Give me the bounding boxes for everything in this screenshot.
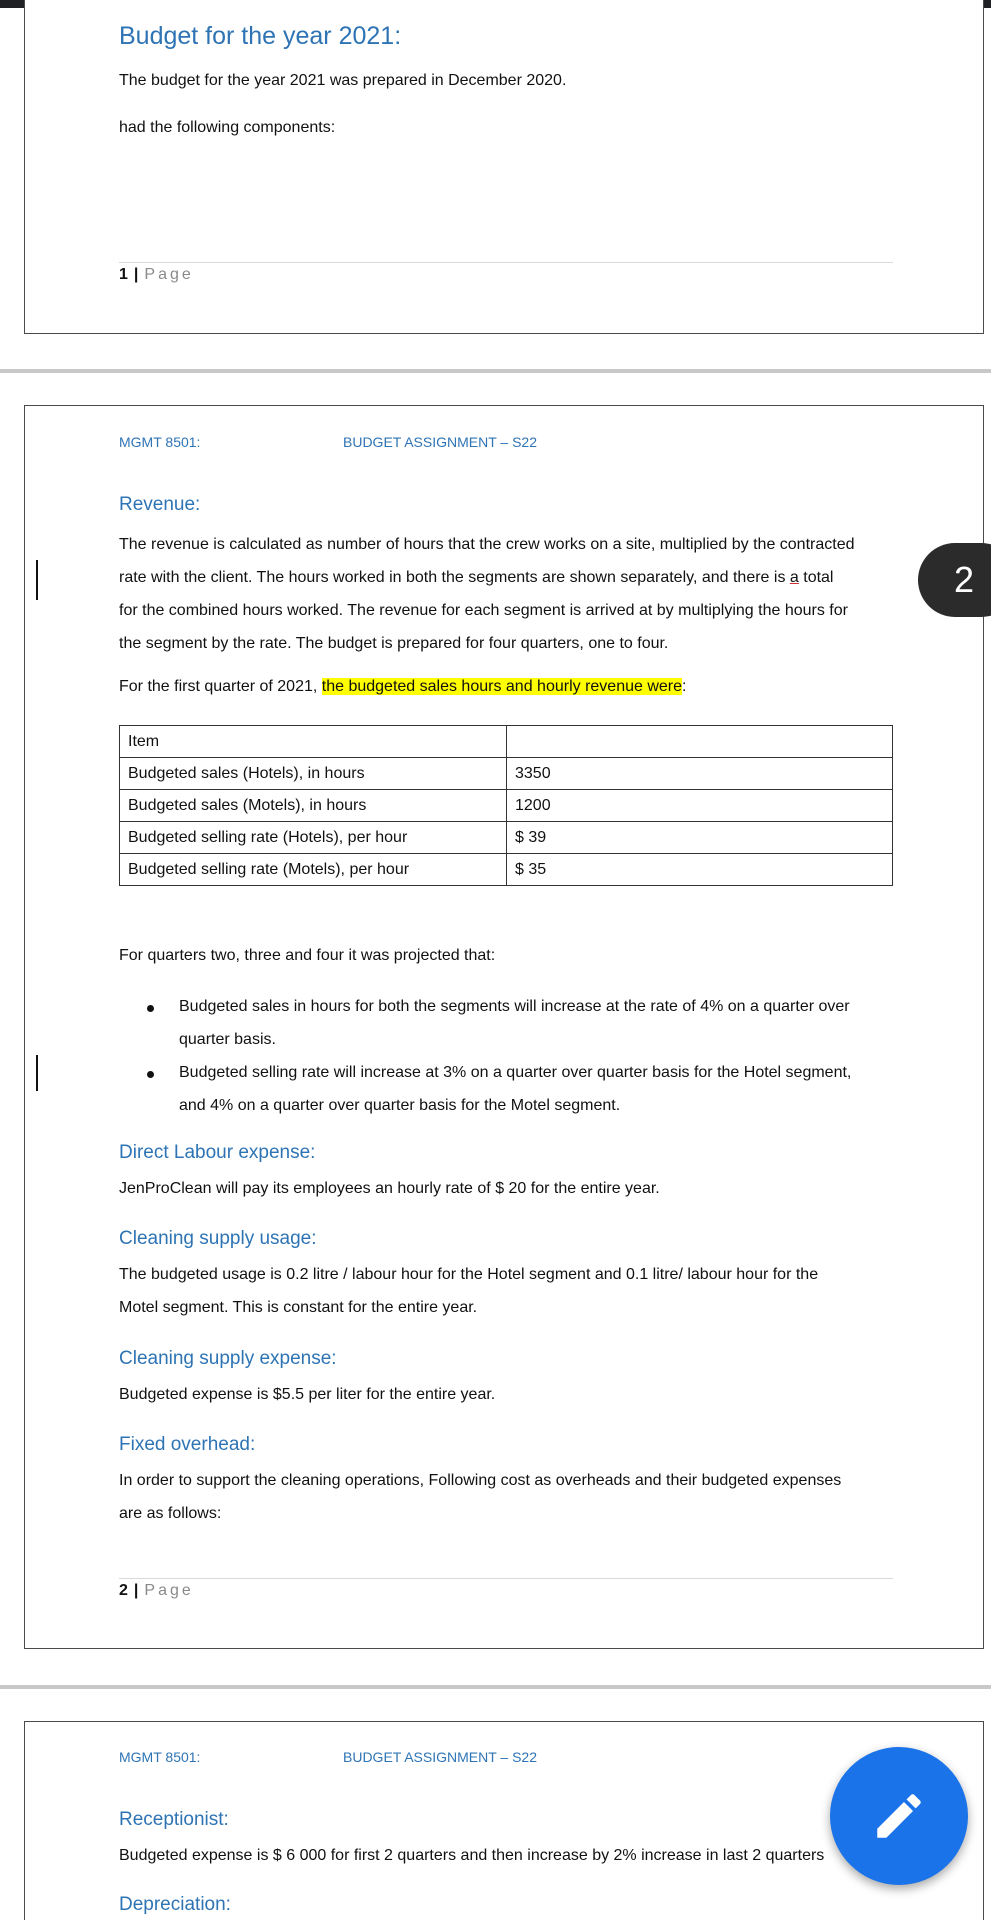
change-bar bbox=[36, 560, 38, 600]
table-cell: Budgeted selling rate (Motels), per hour bbox=[120, 854, 507, 886]
table-row bbox=[120, 790, 893, 822]
tracked-change: a bbox=[789, 569, 799, 586]
list-item bbox=[119, 990, 919, 1056]
text-line: The revenue is calculated as number of hours that the crew works on a site, multiplied by the contracted bbox=[119, 536, 855, 553]
table-cell: Budgeted sales (Motels), in hours bbox=[120, 790, 507, 822]
supply-expense-text: Budgeted expense is $5.5 per liter for the entire year. bbox=[119, 1386, 496, 1403]
table-cell: $ 39 bbox=[507, 822, 893, 854]
page-label: Page bbox=[144, 266, 194, 283]
list-item bbox=[119, 1056, 919, 1122]
table-header-cell: Item bbox=[120, 726, 507, 758]
bullet-icon bbox=[147, 1005, 154, 1012]
text-line: the segment by the rate. The budget is prepared for four quarters, one to four. bbox=[119, 635, 669, 652]
table-header-cell bbox=[507, 726, 893, 758]
table-cell: 3350 bbox=[507, 758, 893, 790]
header-assignment: BUDGET ASSIGNMENT – S22 bbox=[343, 1749, 537, 1765]
highlighted-text: the budgeted sales hours and hourly revenue were bbox=[321, 678, 683, 695]
footer-rule bbox=[119, 1578, 893, 1579]
table-cell: Budgeted selling rate (Hotels), per hour bbox=[120, 822, 507, 854]
text-run: For the first quarter of 2021, bbox=[119, 678, 322, 695]
text-line: are as follows: bbox=[119, 1505, 222, 1522]
page-indicator-badge: 2 bbox=[918, 543, 991, 617]
quarter-one-intro bbox=[119, 670, 919, 703]
depreciation-heading: Depreciation: bbox=[119, 1894, 231, 1915]
receptionist-heading: Receptionist: bbox=[119, 1809, 229, 1830]
section-heading: Budget for the year 2021: bbox=[119, 22, 402, 50]
bullet-icon bbox=[147, 1071, 154, 1078]
table-cell: $ 35 bbox=[507, 854, 893, 886]
text-run: rate with the client. The hours worked in both the segments are shown separately, and there is bbox=[119, 569, 790, 586]
overhead-text bbox=[119, 1464, 919, 1530]
table-row bbox=[120, 854, 893, 886]
text-run: total bbox=[798, 569, 834, 586]
receptionist-text: Budgeted expense is $ 6 000 for first 2 quarters and then increase by 2% increase in last 2 quarters bbox=[119, 1847, 825, 1864]
supply-expense-heading: Cleaning supply expense: bbox=[119, 1348, 337, 1369]
text-line: and 4% on a quarter over quarter basis for the Motel segment. bbox=[179, 1097, 621, 1114]
edit-button[interactable] bbox=[830, 1747, 968, 1885]
document-page-2 bbox=[24, 405, 984, 1649]
labour-heading: Direct Labour expense: bbox=[119, 1142, 316, 1163]
footer-rule bbox=[119, 262, 893, 263]
page-footer bbox=[119, 266, 194, 284]
projection-intro: For quarters two, three and four it was projected that: bbox=[119, 947, 496, 964]
budget-table bbox=[119, 725, 893, 886]
labour-text: JenProClean will pay its employees an hourly rate of $ 20 for the entire year. bbox=[119, 1180, 660, 1197]
text-line: Budgeted sales in hours for both the segments will increase at the rate of 4% on a quarter over bbox=[179, 998, 850, 1015]
page-footer bbox=[119, 1582, 194, 1600]
text-line: In order to support the cleaning operations, Following cost as overheads and their budgeted expenses bbox=[119, 1472, 842, 1489]
overhead-heading: Fixed overhead: bbox=[119, 1434, 256, 1455]
text-line: quarter basis. bbox=[179, 1031, 276, 1048]
projection-list bbox=[119, 990, 919, 1122]
paragraph: The budget for the year 2021 was prepared in December 2020. bbox=[119, 72, 567, 89]
page-label: Page bbox=[144, 1582, 194, 1599]
supply-usage-text bbox=[119, 1258, 919, 1324]
supply-usage-heading: Cleaning supply usage: bbox=[119, 1228, 317, 1249]
table-cell: Budgeted sales (Hotels), in hours bbox=[120, 758, 507, 790]
change-bar bbox=[36, 1055, 38, 1091]
edit-pencil-icon bbox=[870, 1787, 928, 1845]
text-line: Motel segment. This is constant for the entire year. bbox=[119, 1299, 478, 1316]
page-gap bbox=[0, 1685, 991, 1689]
text-line: for the combined hours worked. The revenue for each segment is arrived at by multiplying the hours for bbox=[119, 602, 848, 619]
page-number: 2 bbox=[119, 1582, 128, 1599]
table-header-row bbox=[120, 726, 893, 758]
text-run: : bbox=[682, 678, 687, 695]
footer-separator: | bbox=[133, 266, 139, 283]
page-number: 1 bbox=[119, 266, 128, 283]
document-page-1 bbox=[24, 0, 984, 334]
text-line: Budgeted selling rate will increase at 3% on a quarter over quarter basis for the Hotel segment, bbox=[179, 1064, 852, 1081]
revenue-heading: Revenue: bbox=[119, 494, 201, 515]
table-cell: 1200 bbox=[507, 790, 893, 822]
header-course: MGMT 8501: bbox=[119, 1749, 201, 1765]
header-assignment: BUDGET ASSIGNMENT – S22 bbox=[343, 434, 537, 450]
table-row bbox=[120, 822, 893, 854]
header-course: MGMT 8501: bbox=[119, 434, 201, 450]
text-line: The budgeted usage is 0.2 litre / labour hour for the Hotel segment and 0.1 litre/ labour hour for the bbox=[119, 1266, 819, 1283]
page-gap bbox=[0, 369, 991, 373]
paragraph: had the following components: bbox=[119, 119, 336, 136]
table-row bbox=[120, 758, 893, 790]
footer-separator: | bbox=[133, 1582, 139, 1599]
revenue-paragraph bbox=[119, 528, 919, 660]
text-line bbox=[119, 561, 919, 594]
